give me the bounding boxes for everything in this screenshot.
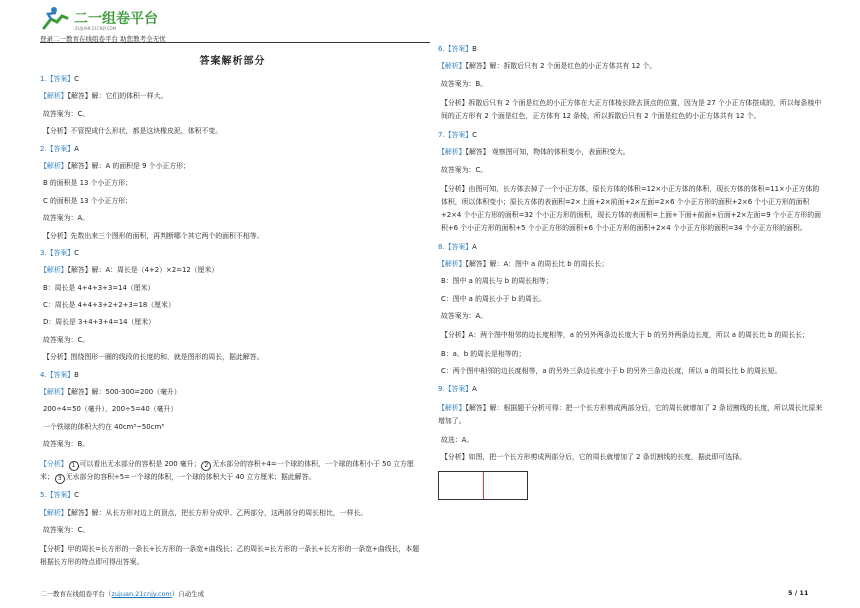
answer-line	[438, 62, 824, 72]
answer-line	[438, 148, 824, 158]
line-text: C 的面积是 13 个小正方形；	[43, 196, 133, 205]
question-number: 6.	[438, 45, 445, 53]
logo-sub: ZUJUAN.21CNJY.COM	[75, 26, 117, 31]
answer-line	[40, 266, 425, 276]
answer-line	[438, 45, 824, 55]
line-text: A	[472, 242, 477, 251]
page-title: 答案解析部分	[199, 56, 266, 67]
answer-line	[40, 284, 425, 294]
answer-line	[40, 526, 425, 536]
question-number: 5.	[40, 491, 47, 500]
section-tag: 【答案】	[46, 491, 75, 500]
answer-line	[40, 440, 425, 450]
line-text: C：周长是 4+4+3+2+2+3=18（厘米）	[43, 301, 175, 310]
line-text: C	[472, 130, 477, 139]
line-text: A	[74, 144, 79, 153]
section-tag: 【答案】	[46, 370, 75, 379]
answer-line	[40, 197, 425, 207]
answer-line	[438, 166, 824, 176]
line-text: 【分析】围绕图形一圈的线段的长度的和，就是图形的周长，据此解答。	[43, 353, 264, 362]
question-number: 8.	[438, 242, 445, 251]
answer-line	[438, 385, 824, 395]
q4-analysis-part2: 无水部分的容积÷4=一个球的体积，一个球的体积小于 50 立方厘米；	[40, 459, 414, 481]
analysis-tag: 【分析】	[40, 459, 68, 468]
line-text: 【解答】解：A：周长是（4+2）×2=12（厘米）	[67, 266, 219, 275]
answer-line	[40, 179, 425, 189]
answer-line	[438, 131, 824, 141]
answer-line	[438, 329, 824, 342]
answer-list-left-tail	[40, 491, 425, 536]
answer-line	[40, 110, 425, 120]
line-text: C	[74, 75, 79, 83]
answer-line	[40, 371, 425, 381]
answer-line	[40, 214, 425, 224]
line-text: 【分析】如图，把一个长方形剪成两部分后，它的周长就增加了 2 条切割线的长度，据此即可选择。	[441, 453, 747, 462]
answer-line	[40, 162, 425, 172]
answer-line	[40, 509, 425, 519]
section-tag: 【解析】	[438, 62, 466, 71]
platform-logo	[40, 6, 200, 32]
circled-number-3: 3	[55, 474, 65, 484]
question-number: 4.	[40, 370, 47, 379]
line-text: 【解答】解：根据题干分析可得：把一个长方形剪成两部分后，它的周长就增加了 2 条切割线的长度，所以周长比原来增加了。	[438, 404, 823, 426]
answer-line	[40, 301, 425, 311]
question-number: 2.	[40, 144, 47, 153]
answer-line	[438, 243, 824, 253]
line-text: 【解答】解：A：图中 a 的周长比 b 的周长长；	[465, 259, 609, 268]
q4-analysis-part1: 可以看出无水部分的容积是 200 毫升；	[79, 459, 201, 468]
answer-list-left	[40, 75, 425, 450]
section-tag: 【解析】	[40, 161, 68, 170]
page-number: 5 / 11	[788, 589, 809, 597]
section-tag: 【解析】	[438, 259, 466, 268]
section-tag: 【解析】	[40, 388, 68, 397]
line-text: 故答案为：A。	[43, 214, 90, 223]
line-text: 故答案为：B。	[441, 79, 488, 88]
answer-line	[40, 336, 425, 346]
line-text: 故答案为：C。	[43, 109, 90, 118]
section-tag: 【解析】	[40, 92, 68, 101]
line-text: A	[472, 384, 477, 393]
line-text: B：图中 a 的周长与 b 的周长相等；	[441, 277, 553, 286]
answer-line	[438, 436, 824, 446]
line-text: 故答案为：B。	[43, 440, 90, 449]
line-text: 【解答】解：它们的体积一样大。	[67, 92, 168, 101]
runner-icon	[44, 7, 67, 28]
answer-line	[438, 367, 824, 377]
line-text: B	[74, 370, 79, 379]
question-number: 7.	[438, 130, 445, 139]
section-tag: 【答案】	[444, 45, 473, 53]
line-text: 【解答】解：拆散后只有 2 个面是红色的小正方体共有 12 个。	[465, 62, 657, 71]
header-slogan: 登录二一教育在线组卷平台 助您教考全无忧	[40, 35, 166, 43]
answer-line	[40, 388, 425, 398]
line-text: B	[472, 45, 477, 53]
answer-line	[438, 312, 824, 322]
answer-line	[438, 402, 824, 428]
line-text: B：a、b 的周长是相等的；	[441, 350, 526, 359]
answer-line	[438, 260, 824, 270]
line-text: 【分析】先数出来三个图形的面积，再判断哪个其它两个的面积不相等。	[43, 231, 264, 240]
answer-line	[40, 249, 425, 259]
footer-suffix: ）自动生成	[171, 590, 205, 598]
line-text: C：图中 a 的周长小于 b 的周长。	[441, 294, 546, 303]
answer-line	[40, 145, 425, 155]
circled-number-1: 1	[69, 461, 79, 471]
answer-line	[40, 127, 425, 137]
line-text: 故答案为：C。	[43, 525, 90, 534]
line-text: 【解答】 观察图可知，物体的体积变小，表面积变大。	[465, 148, 630, 157]
section-tag: 【答案】	[444, 242, 473, 251]
q4-analysis	[40, 458, 425, 484]
line-text: 故选：A。	[441, 435, 474, 444]
answer-line	[438, 350, 824, 360]
answer-line	[40, 92, 425, 102]
cut-line	[483, 472, 484, 499]
header-rule	[40, 42, 430, 43]
rectangle-cut-figure	[438, 471, 528, 500]
answer-line	[40, 232, 425, 242]
section-tag: 【解析】	[438, 404, 466, 413]
line-text: C	[74, 248, 79, 257]
line-text: 【解答】解：500-300=200（毫升）	[67, 388, 181, 397]
section-tag: 【答案】	[444, 384, 473, 393]
line-text: 故答案为：C。	[43, 335, 90, 344]
question-number: 1.	[40, 75, 47, 83]
line-text: 【解答】解：从长方形对边上的顶点，把长方形分成甲、乙两部分，这两部分的周长相比，一样长。	[67, 508, 368, 517]
section-tag: 【答案】	[46, 144, 75, 153]
line-text: 【分析】拆散后只有 2 个面是红色的小正方体在大正方体棱长除去顶点的位置，因为是 27 个小正方体搭成的，所以每条棱中间的正方形有 2 个面是红色，正方体有 12 条棱，所以拆散后只有 2 个面是红色的小正方体共有 12 个。	[441, 99, 822, 121]
answer-line	[438, 97, 824, 123]
line-text: 【分析】不管捏成什么形状，都是这块橡皮泥，体积不变。	[43, 127, 223, 136]
answer-line	[40, 405, 425, 415]
line-text: B 的面积是 13 个小正方形；	[43, 179, 132, 188]
footer-source	[40, 589, 204, 598]
section-tag: 【解析】	[438, 148, 466, 157]
answer-list-right	[438, 45, 824, 463]
answer-line	[40, 423, 425, 433]
section-tag: 【答案】	[46, 75, 75, 83]
line-text: D：周长是 3+4+3+4=14（厘米）	[43, 318, 156, 327]
footer-link[interactable]: zujuan.21cnjy.com	[111, 590, 172, 598]
answer-line	[40, 491, 425, 501]
circled-number-2: 2	[201, 461, 211, 471]
section-tag: 【解析】	[40, 508, 68, 517]
answer-line	[40, 318, 425, 328]
line-text: C：两个图中相邻的边长度相等，a 的另外三条边长度小于 b 的另外三条边长度，所以 a 的周长比 b 的周长短。	[441, 367, 782, 376]
question-number: 3.	[40, 248, 47, 257]
line-text: 故答案为：C。	[441, 165, 488, 174]
line-text: 一个铁球的体积大约在 40cm³~50cm³	[43, 422, 164, 431]
q5-analysis: 【分析】甲的周长=长方形的一条长+长方形的一条宽+曲线长；乙的周长=长方形的一条长+长方形的一条宽+曲线长，本题根据长方形的特点即可得出答案。	[40, 545, 420, 567]
answer-line	[438, 183, 824, 235]
q4-analysis-part3: 无水部分的容积÷5=一个球的体积，一个球的体积大于 40 立方厘米；据此解答。	[65, 472, 316, 481]
answer-line	[438, 295, 824, 305]
answer-line	[40, 353, 425, 363]
right-column	[438, 45, 824, 500]
section-tag: 【解析】	[40, 266, 68, 275]
footer-prefix: 二一教育在线组卷平台（	[40, 590, 112, 598]
line-text: C	[74, 491, 79, 500]
answer-line	[438, 453, 824, 463]
line-text: 【分析】由图可知，长方体去掉了一个小正方体，原长方体的体积=12×小正方体的体积，现长方体的体积=11×小正方体的体积，所以体积变小；原长方体的表面积=2×上面+2×前面+2×左面=2×6 个小正方形的面积+2×6 个小正方形的面积+2×4 个小正方形的面积=32 个小正方形的面积，现长方体的表面积=上面+下面+前面+后面+2×左面=9 个小正方形的面积+6 个小正方形的面积+5 个小正方形的面积+6 个小正方形的面积+2×4 个小正方形的面积=34 个小正方形的面积。	[441, 184, 822, 232]
line-text: 【解答】解：A 的面积是 9 个小正方形；	[67, 161, 191, 170]
answer-line	[438, 277, 824, 287]
section-tag: 【答案】	[46, 248, 75, 257]
line-text: 故答案为：A。	[441, 312, 488, 321]
line-text: 【分析】A：两个图中相邻的边长度相等，a 的另外两条边长度大于 b 的另外两条边长度，所以 a 的周长比 b 的周长长；	[441, 331, 809, 340]
left-column	[40, 46, 425, 577]
question-number: 9.	[438, 384, 445, 393]
logo-text: 二一组卷平台	[74, 11, 158, 27]
line-text: B：周长是 4+4+3+3=14（厘米）	[43, 283, 155, 292]
answer-line	[438, 80, 824, 90]
section-tag: 【答案】	[444, 130, 473, 139]
line-text: 200÷4=50（毫升），200÷5=40（毫升）	[43, 405, 178, 414]
answer-line	[40, 75, 425, 85]
